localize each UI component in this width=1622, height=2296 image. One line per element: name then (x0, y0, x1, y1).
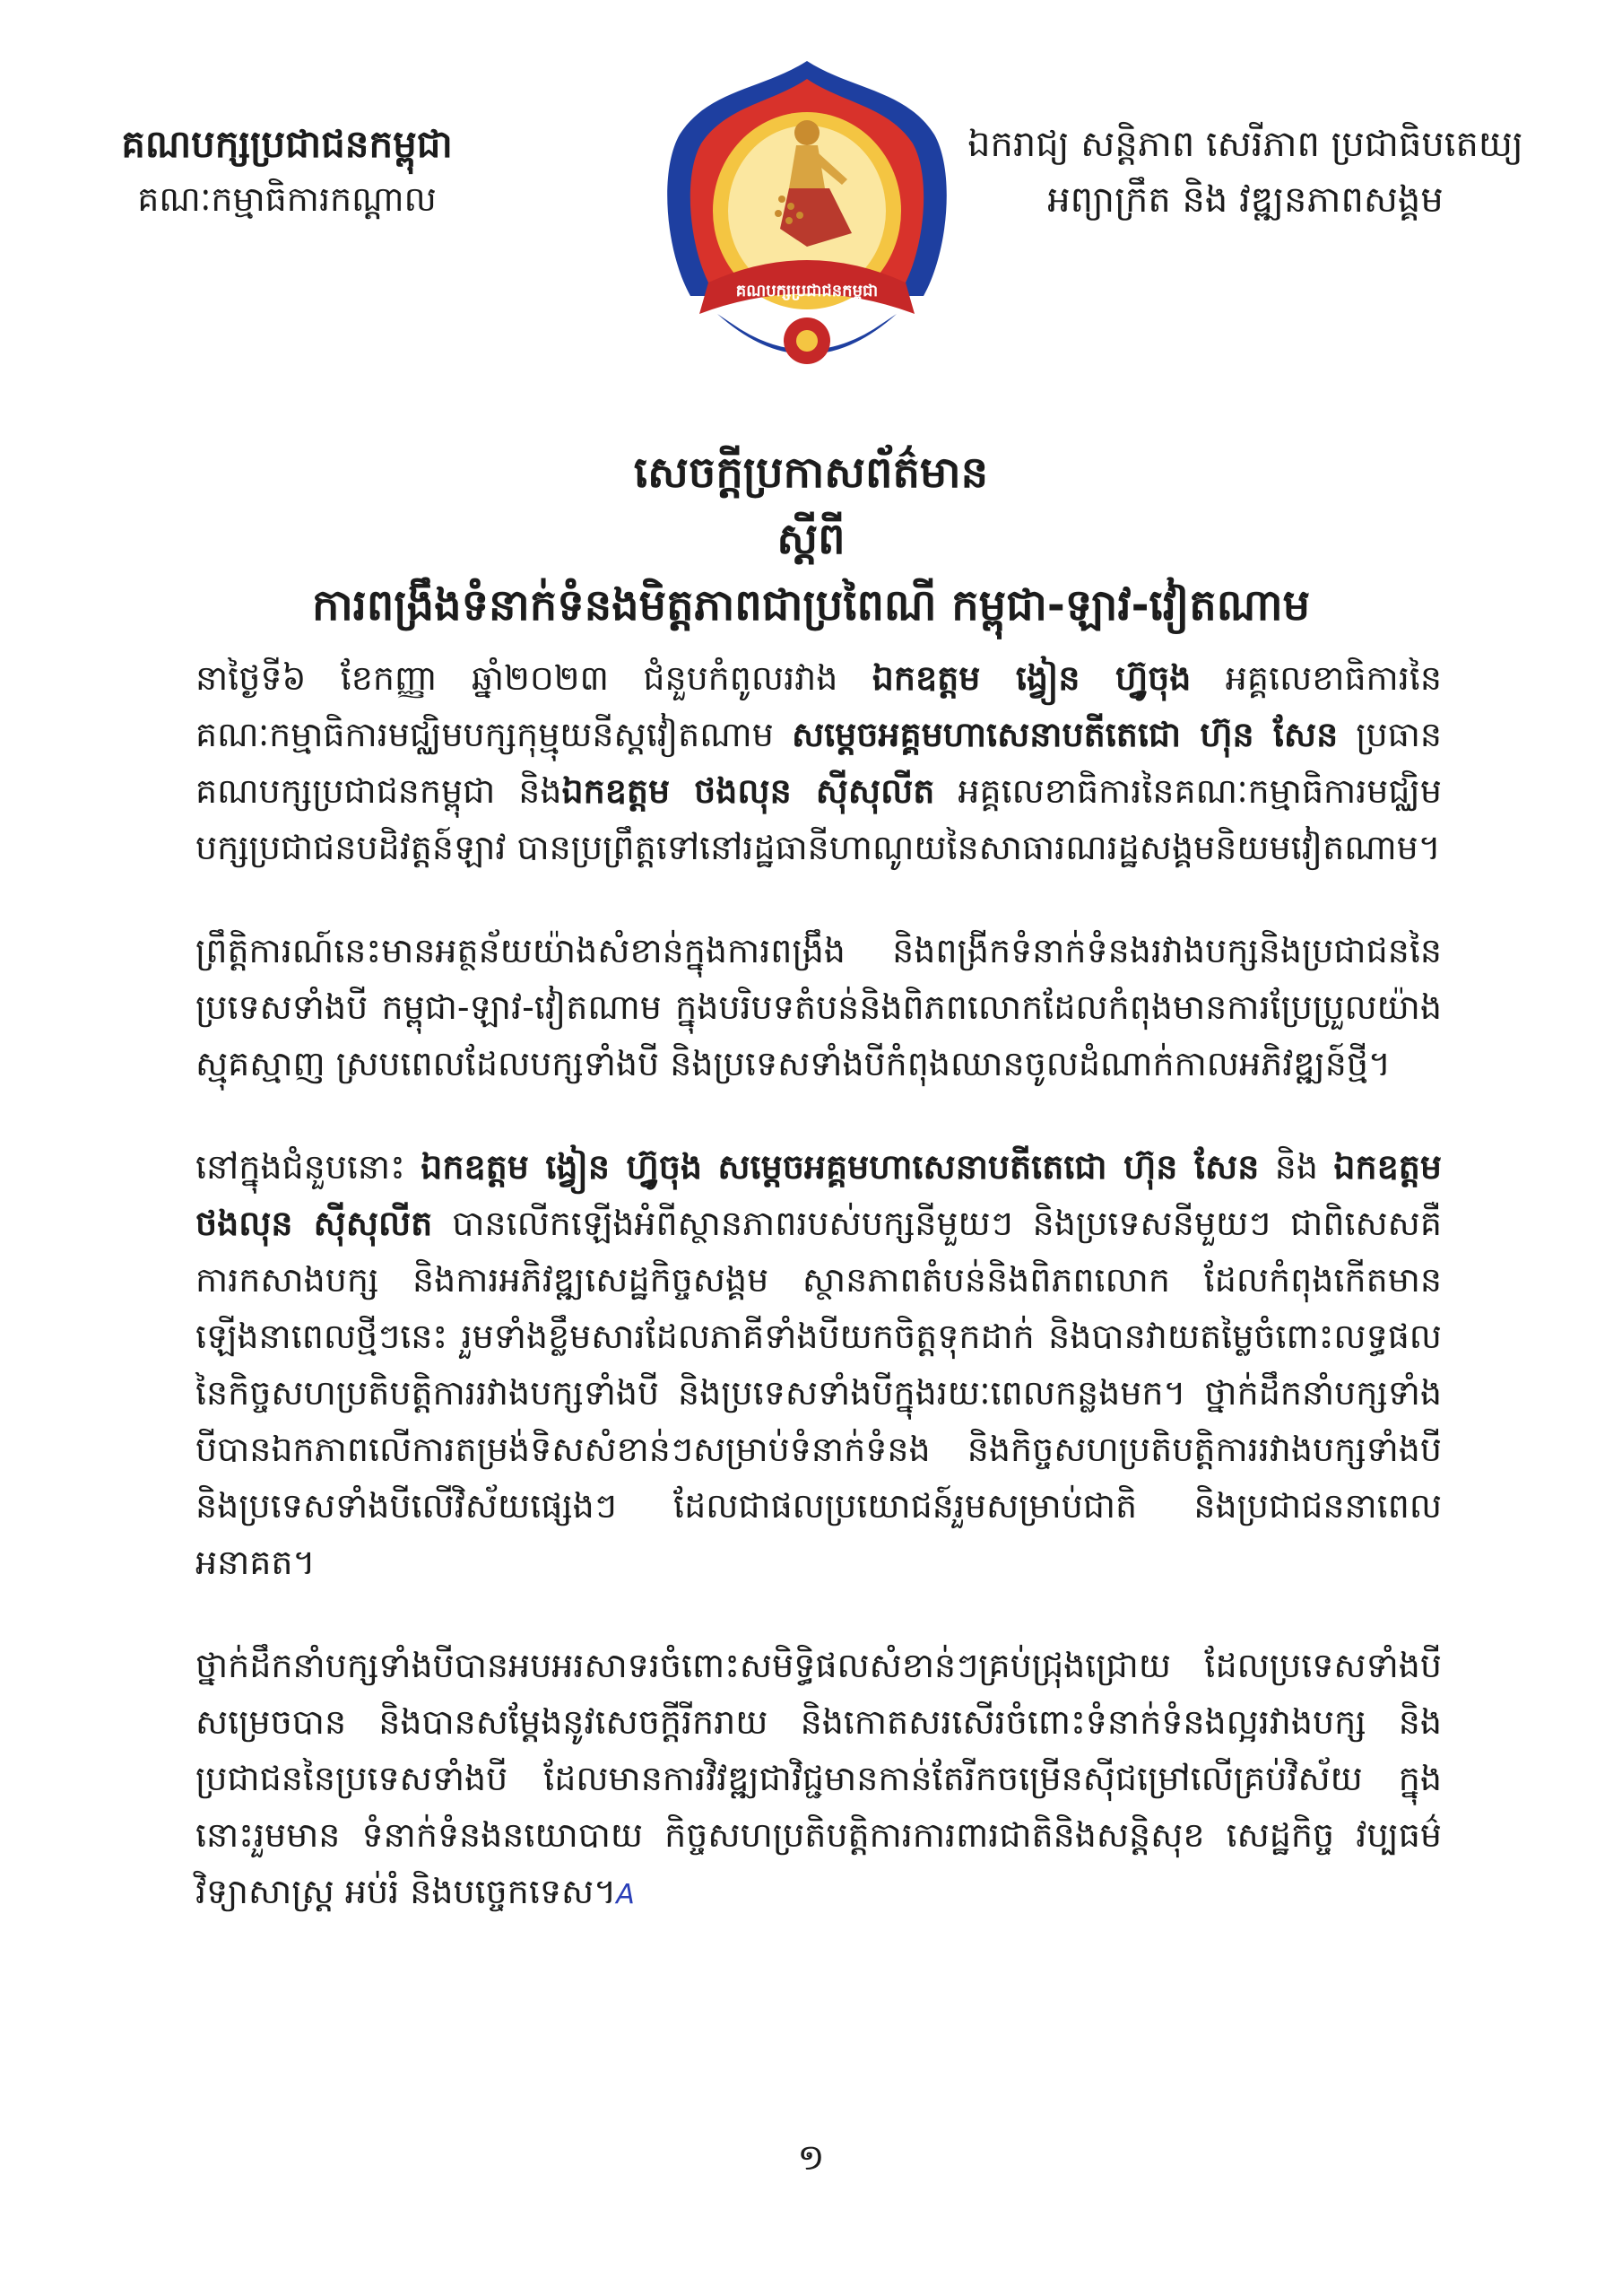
party-name: គណបក្សប្រជាជនកម្ពុជា (121, 122, 453, 166)
title-line-3: ការពង្រឹងទំនាក់ទំនងមិត្តភាពជាប្រពៃណី កម្ពុជា-ឡាវ-វៀតណាម (311, 580, 1311, 631)
committee-name: គណៈកម្មាធិការកណ្តាល (137, 179, 437, 219)
title-block (179, 439, 1443, 639)
national-motto-line-1: ឯករាជ្យ សន្តិភាព សេរីភាព ប្រជាធិបតេយ្យ (967, 124, 1523, 165)
document-body (195, 650, 1442, 1970)
title-line-2: ស្តីពី (776, 514, 846, 564)
page-number: ១ (797, 2137, 825, 2179)
header-right (967, 117, 1523, 228)
logo-text: គណបក្សប្រជាជនកម្ពុជា (735, 282, 879, 300)
p4-text: ថ្នាក់ដឹកនាំបក្សទាំងបីបានអបអរសាទរចំពោះសមិទ្ធិផលសំខាន់ៗគ្រប់ជ្រុងជ្រោយ ដែលប្រទេសទាំងបីសម្រេចបាន និងបានសម្តែងនូវសេចក្តីរីករាយ និងកោតសរសើរចំពោះទំនាក់ទំនងល្អរវាងបក្ស និងប្រជាជននៃប្រទេសទាំងបី ដែលមានការវិវឌ្ឍជាវិជ្ជមានកាន់តែរីកចម្រើនស៊ីជម្រៅលើគ្រប់វិស័យ ក្នុងនោះរួមមាន ទំនាក់ទំនងនយោបាយ កិច្ចសហប្រតិបត្តិការការពារជាតិនិងសន្តិសុខ សេដ្ឋកិច្ច វប្បធម៌ វិទ្យាសាស្ត្រ អប់រំ និងបច្ចេកទេស។ (195, 1646, 1442, 1911)
p3-text-a: នៅក្នុងជំនួបនោះ (195, 1147, 421, 1187)
p1-text-g: អគ្គលេខាធិការនៃគណៈកម្មាធិការមជ្ឈិមបក្សប្រជាជនបដិវត្តន៍ឡាវ បានប្រព្រឹត្តទៅនៅរដ្ឋធានីហាណូយនៃសាធារណរដ្ឋសង្គមនិយមវៀតណាម។ (195, 771, 1442, 867)
national-motto-line-2: អព្យាក្រឹត និង វឌ្ឍនភាពសង្គម (1047, 179, 1444, 221)
party-logo (655, 54, 959, 395)
handwritten-initial: A (616, 1879, 635, 1910)
p1-name-cambodia: សម្តេចអគ្គមហាសេនាបតីតេជោ ហ៊ុន សែន (791, 715, 1339, 754)
header-left (99, 117, 475, 226)
p1-text-e: ប្រធានគណបក្សប្រជាជនកម្ពុជា និង (195, 715, 1443, 811)
p3-name-laos: ឯកឧត្តម ថងលុន ស៊ីសុលីត (195, 1147, 1442, 1243)
p3-text-g: បានលើកឡើងអំពីស្ថានភាពរបស់បក្សនីមួយៗ និងប្រទេសនីមួយៗ ជាពិសេសគឺការកសាងបក្ស និងការអភិវឌ្ឍសេដ្ឋកិច្ចសង្គម ស្ថានភាពតំបន់និងពិភពលោក ដែលកំពុងកើតមានឡើងនាពេលថ្មីៗនេះ រួមទាំងខ្លឹមសារដែលភាគីទាំងបីយកចិត្តទុកដាក់ និងបានវាយតម្លៃចំពោះលទ្ធផលនៃកិច្ចសហប្រតិបត្តិការរវាងបក្សទាំងបី និងប្រទេសទាំងបីក្នុងរយៈពេលកន្លងមក។ ថ្នាក់ដឹកនាំបក្សទាំងបីបានឯកភាពលើការតម្រង់ទិសសំខាន់ៗសម្រាប់ទំនាក់ទំនង និងកិច្ចសហប្រតិបត្តិការរវាងបក្សទាំងបី និងប្រទេសទាំងបីលើវិស័យផ្សេងៗ ដែលជាផលប្រយោជន៍រួមសម្រាប់ជាតិ និងប្រជាជននាពេលអនាគត។ (195, 1204, 1442, 1582)
p3-name-cambodia: សម្តេចអគ្គមហាសេនាបតីតេជោ ហ៊ុន សែន (717, 1147, 1260, 1187)
p1-text-c: អគ្គលេខាធិការនៃគណៈកម្មាធិការមជ្ឈិមបក្សកុម្មុយនីស្តវៀតណាម (195, 658, 1442, 754)
title-line-1: សេចក្តីប្រកាសព័ត៌មាន (633, 448, 989, 498)
paragraph-4 (195, 1638, 1442, 1923)
p3-text-c (702, 1147, 717, 1187)
p1-name-vietnam: ឯកឧត្តម ង្វៀន ហ្វ៊ូចុង (872, 658, 1192, 698)
p3-name-vietnam: ឯកឧត្តម ង្វៀន ហ្វ៊ូចុង (421, 1147, 702, 1187)
p1-name-laos: ឯកឧត្តម ថងលុន ស៊ីសុលីត (561, 771, 935, 811)
paragraph-3 (195, 1139, 1442, 1591)
paragraph-2: ព្រឹត្តិការណ៍នេះមានអត្ថន័យយ៉ាងសំខាន់ក្នុងការពង្រឹង និងពង្រីកទំនាក់ទំនងរវាងបក្សនិងប្រជាជននៃប្រទេសទាំងបី កម្ពុជា-ឡាវ-វៀតណាម ក្នុងបរិបទតំបន់និងពិភពលោកដែលកំពុងមានការប្រែប្រួលយ៉ាងស្មុគស្មាញ ស្របពេលដែលបក្សទាំងបី និងប្រទេសទាំងបីកំពុងឈានចូលដំណាក់កាលអភិវឌ្ឍន៍ថ្មី។ (195, 931, 1442, 1083)
paragraph-1 (195, 650, 1442, 876)
p1-text-a: នាថ្ងៃទី៦ ខែកញ្ញា ឆ្នាំ២០២៣ ជំនួបកំពូលរវាង (195, 658, 872, 698)
p3-text-e: និង (1259, 1147, 1334, 1187)
